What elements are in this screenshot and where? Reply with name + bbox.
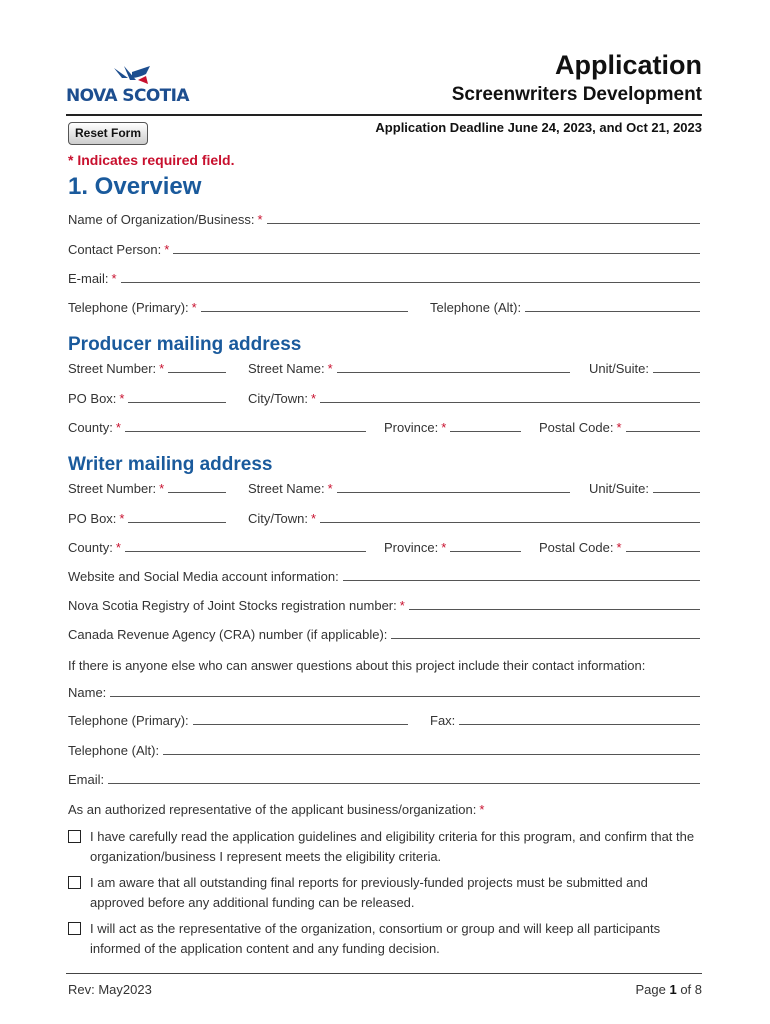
contact-person-field-row xyxy=(68,242,700,258)
required-asterisk: * xyxy=(119,391,125,406)
writer-province-row xyxy=(384,540,521,556)
producer-po-box-row xyxy=(68,391,226,407)
revision-label: Rev: May2023 xyxy=(68,982,152,997)
required-asterisk: * xyxy=(616,420,622,435)
required-asterisk: * xyxy=(479,802,485,817)
checkbox-icon[interactable] xyxy=(68,876,81,889)
section-heading-writer-address: Writer mailing address xyxy=(68,454,273,475)
field-label: Name: xyxy=(68,685,107,700)
producer-postal-row xyxy=(539,420,700,436)
nova-scotia-logo xyxy=(66,64,211,108)
program-name: Screenwriters Development xyxy=(451,84,702,105)
application-deadline: Application Deadline June 24, 2023, and Oct 21, 2023 xyxy=(375,120,702,135)
required-asterisk: * xyxy=(119,511,125,526)
required-asterisk: * xyxy=(399,598,405,613)
field-label: Postal Code: xyxy=(539,540,614,555)
alt-fax-row xyxy=(430,713,700,729)
alt-tel-primary-row xyxy=(68,713,408,729)
authorization-intro xyxy=(68,802,484,817)
writer-postal-input[interactable] xyxy=(626,540,701,552)
logo-wordmark: NOVA SCOTIA xyxy=(66,86,189,106)
required-asterisk: * xyxy=(164,242,170,257)
header-divider xyxy=(66,114,702,116)
reset-form-button[interactable]: Reset Form xyxy=(68,122,148,145)
field-label: Telephone (Primary): xyxy=(68,300,189,315)
checkbox-label: I am aware that all outstanding final reports for previously-funded projects must be submitted and approved before any additional funding can be released. xyxy=(90,875,648,910)
cra-input[interactable] xyxy=(391,627,700,639)
field-label: Province: xyxy=(384,540,439,555)
field-label: Nova Scotia Registry of Joint Stocks registration number: xyxy=(68,598,397,613)
producer-city-input[interactable] xyxy=(320,391,700,403)
org-name-field-row xyxy=(68,212,700,228)
authorization-intro-text: As an authorized representative of the applicant business/organization: xyxy=(68,802,477,817)
required-asterisk: * xyxy=(115,420,121,435)
alt-contact-intro: If there is anyone else who can answer questions about this project include their contact information: xyxy=(68,658,646,673)
contact-person-input[interactable] xyxy=(173,242,700,254)
required-asterisk: * xyxy=(441,420,447,435)
alt-email-input[interactable] xyxy=(108,772,700,784)
required-asterisk: * xyxy=(159,481,165,496)
required-asterisk: * xyxy=(159,361,165,376)
producer-street-name-row xyxy=(248,361,570,377)
producer-city-row xyxy=(248,391,700,407)
field-label: Street Number: xyxy=(68,361,157,376)
writer-po-box-input[interactable] xyxy=(128,511,226,523)
flag-emblem-icon xyxy=(66,64,211,88)
checkbox-icon[interactable] xyxy=(68,830,81,843)
required-asterisk: * xyxy=(191,300,197,315)
writer-postal-row xyxy=(539,540,700,556)
field-label: PO Box: xyxy=(68,391,117,406)
producer-postal-input[interactable] xyxy=(626,420,701,432)
field-label: PO Box: xyxy=(68,511,117,526)
field-label: Telephone (Primary): xyxy=(68,713,189,728)
page-number xyxy=(635,982,702,997)
writer-county-input[interactable] xyxy=(125,540,366,552)
field-label: Unit/Suite: xyxy=(589,361,649,376)
required-asterisk: * xyxy=(441,540,447,555)
field-label: Email: xyxy=(68,772,105,787)
registry-input[interactable] xyxy=(409,598,700,610)
producer-street-name-input[interactable] xyxy=(337,361,570,373)
field-label: County: xyxy=(68,540,113,555)
field-label: Street Name: xyxy=(248,361,325,376)
required-asterisk: * xyxy=(327,361,333,376)
alt-fax-input[interactable] xyxy=(459,713,700,725)
required-asterisk: * xyxy=(111,271,117,286)
field-label: Unit/Suite: xyxy=(589,481,649,496)
producer-county-input[interactable] xyxy=(125,420,366,432)
required-asterisk: * xyxy=(115,540,121,555)
field-label: Contact Person: xyxy=(68,242,162,257)
writer-street-name-row xyxy=(248,481,570,497)
checkbox-label: I will act as the representative of the organization, consortium or group and will keep all participants informed of the application content and any funding decision. xyxy=(90,921,661,956)
org-name-input[interactable] xyxy=(267,212,701,224)
checkbox-icon[interactable] xyxy=(68,922,81,935)
writer-city-input[interactable] xyxy=(320,511,700,523)
footer-divider xyxy=(66,973,702,974)
website-input[interactable] xyxy=(343,569,700,581)
field-label: Province: xyxy=(384,420,439,435)
field-label: Fax: xyxy=(430,713,456,728)
producer-po-box-input[interactable] xyxy=(128,391,226,403)
field-label: Canada Revenue Agency (CRA) number (if applicable): xyxy=(68,627,388,642)
writer-po-box-row xyxy=(68,511,226,527)
required-asterisk: * xyxy=(327,481,333,496)
eligibility-confirmation xyxy=(68,827,702,867)
website-field-row xyxy=(68,569,700,585)
final-reports-acknowledgement xyxy=(68,873,702,913)
alt-tel-alt-input[interactable] xyxy=(163,743,700,755)
field-label: Street Number: xyxy=(68,481,157,496)
required-asterisk: * xyxy=(616,540,622,555)
field-label: Street Name: xyxy=(248,481,325,496)
field-label: City/Town: xyxy=(248,391,308,406)
cra-field-row xyxy=(68,627,700,643)
page-title: Application xyxy=(555,50,702,80)
writer-street-name-input[interactable] xyxy=(337,481,570,493)
field-label: Website and Social Media account information: xyxy=(68,569,339,584)
page-current: 1 xyxy=(669,982,677,997)
writer-unit-input[interactable] xyxy=(653,481,700,493)
field-label: City/Town: xyxy=(248,511,308,526)
producer-street-number-row xyxy=(68,361,226,377)
field-label: E-mail: xyxy=(68,271,109,286)
producer-province-row xyxy=(384,420,521,436)
tel-primary-input[interactable] xyxy=(201,300,408,312)
required-field-note: * Indicates required field. xyxy=(68,152,235,168)
tel-alt-field-row xyxy=(430,300,700,316)
alt-email-row xyxy=(68,772,700,788)
email-input[interactable] xyxy=(121,271,700,283)
checkbox-label: I have carefully read the application guidelines and eligibility criteria for this program, and confirm that the organization/business I represent meets the eligibility criteria. xyxy=(90,829,695,864)
writer-county-row xyxy=(68,540,366,556)
producer-street-number-input[interactable] xyxy=(168,361,226,373)
section-heading-overview: 1. Overview xyxy=(68,173,202,200)
field-label: Postal Code: xyxy=(539,420,614,435)
page-prefix: Page xyxy=(635,982,666,997)
writer-street-number-row xyxy=(68,481,226,497)
writer-city-row xyxy=(248,511,700,527)
alt-name-input[interactable] xyxy=(110,685,700,697)
producer-county-row xyxy=(68,420,366,436)
producer-unit-input[interactable] xyxy=(653,361,700,373)
required-asterisk: * xyxy=(310,511,317,526)
email-field-row xyxy=(68,271,700,287)
required-asterisk: * xyxy=(310,391,317,406)
producer-unit-row xyxy=(589,361,700,377)
representative-agreement xyxy=(68,919,702,959)
tel-alt-input[interactable] xyxy=(525,300,700,312)
tel-primary-field-row xyxy=(68,300,408,316)
field-label: Telephone (Alt): xyxy=(68,743,160,758)
field-label: Telephone (Alt): xyxy=(430,300,522,315)
producer-province-input[interactable] xyxy=(450,420,521,432)
page-total: of 8 xyxy=(680,982,702,997)
alt-tel-primary-input[interactable] xyxy=(193,713,408,725)
writer-province-input[interactable] xyxy=(450,540,521,552)
writer-unit-row xyxy=(589,481,700,497)
alt-tel-alt-row xyxy=(68,743,700,759)
field-label: Name of Organization/Business: xyxy=(68,212,255,227)
section-heading-producer-address: Producer mailing address xyxy=(68,334,302,355)
required-asterisk: * xyxy=(257,212,263,227)
registry-field-row xyxy=(68,598,700,614)
alt-name-field-row xyxy=(68,685,700,701)
writer-street-number-input[interactable] xyxy=(168,481,226,493)
field-label: County: xyxy=(68,420,113,435)
